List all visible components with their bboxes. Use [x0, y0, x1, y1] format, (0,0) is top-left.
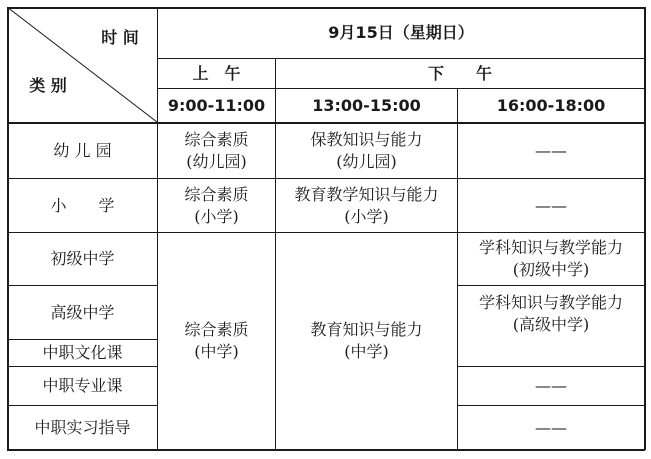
row-label-primary: 小 学	[50, 195, 115, 215]
cell-junior-slot3	[458, 233, 644, 285]
cell-senior-slot3	[458, 286, 644, 366]
slot-morning: 9:00-11:00	[167, 95, 266, 115]
row-label-junior: 初级中学	[50, 249, 115, 268]
subject-name: 教育知识与能力	[310, 320, 423, 339]
cell-kindergarten-slot3: ——	[535, 140, 567, 160]
subject-level: (中学)	[344, 342, 389, 361]
cell-primary-slot2	[276, 179, 457, 232]
table-border-bottom	[7, 449, 645, 451]
subject-level: (幼儿园)	[186, 151, 247, 171]
table-border-right	[644, 7, 646, 450]
subject-level: (小学)	[194, 206, 239, 226]
cell-kindergarten-slot2	[276, 123, 457, 178]
date-header: 9月15日（星期日）	[328, 23, 474, 42]
subject-level: (中学)	[194, 342, 239, 361]
cell-kindergarten-slot1	[158, 123, 275, 178]
subject-name: 综合素质	[184, 129, 249, 149]
slot-afternoon-2: 16:00-18:00	[496, 95, 606, 115]
header-diagonal-line	[7, 7, 157, 122]
row-label-vocational-practice: 中职实习指导	[34, 417, 131, 437]
subject-level: (初级中学)	[512, 260, 590, 279]
cell-secondary-slot1-merged	[158, 233, 275, 449]
row-label-vocational-major: 中职专业课	[42, 376, 123, 395]
cell-vocational-practice-slot3: ——	[535, 417, 567, 437]
morning-header: 上 午	[192, 63, 241, 83]
row-label-senior: 高级中学	[50, 302, 115, 322]
subject-name: 综合素质	[184, 320, 249, 339]
row-label-vocational-culture: 中职文化课	[42, 343, 123, 362]
category-label: 类 别	[29, 76, 67, 95]
afternoon-header: 下 午	[427, 63, 492, 83]
subject-level: (高级中学)	[512, 315, 590, 334]
subject-name: 综合素质	[184, 184, 249, 204]
subject-level: (小学)	[344, 206, 389, 226]
row-label-kindergarten: 幼 儿 园	[53, 140, 112, 160]
subject-level: (幼儿园)	[336, 151, 397, 171]
subject-name: 教育教学知识与能力	[294, 184, 439, 204]
cell-vocational-major-slot3: ——	[535, 376, 567, 395]
cell-secondary-slot2-merged	[276, 233, 457, 449]
subject-name: 学科知识与教学能力	[478, 238, 623, 257]
subject-name: 学科知识与教学能力	[478, 293, 623, 312]
cell-primary-slot1	[158, 179, 275, 232]
time-label: 时 间	[101, 28, 139, 47]
cell-primary-slot3: ——	[535, 195, 567, 215]
slot-afternoon-1: 13:00-15:00	[312, 95, 421, 115]
subject-name: 保教知识与能力	[310, 129, 423, 149]
